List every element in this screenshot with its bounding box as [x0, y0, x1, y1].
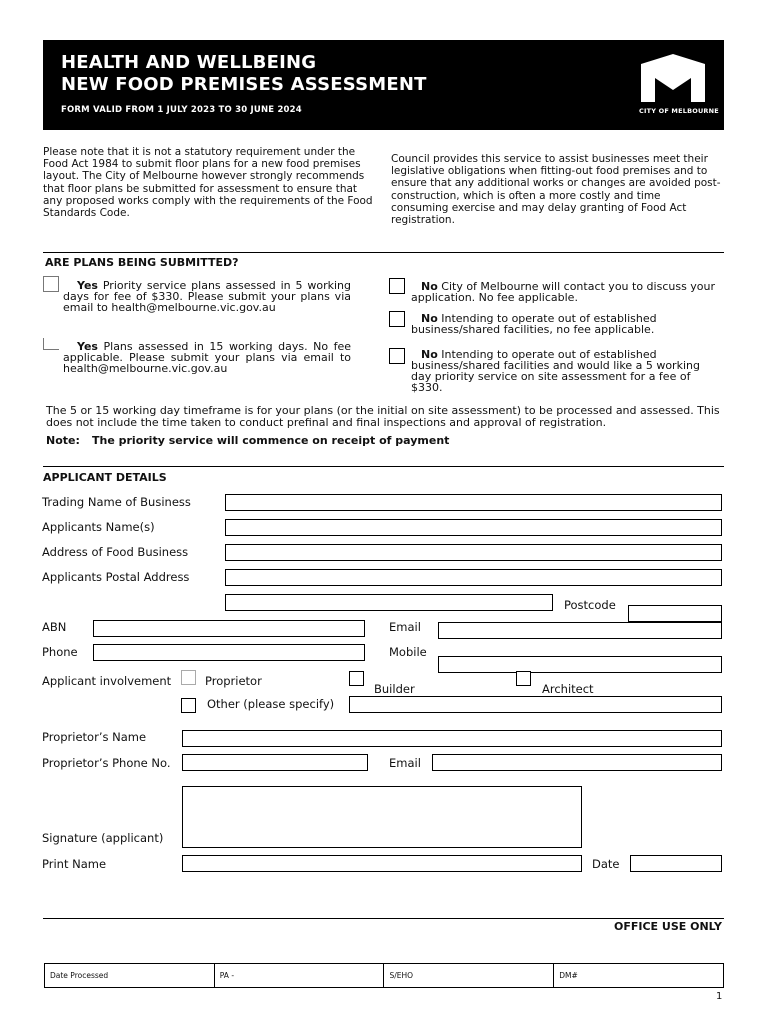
mobile-input[interactable]	[438, 656, 722, 673]
page-number: 1	[716, 991, 723, 1002]
divider	[43, 466, 724, 467]
yes-label: Yes	[77, 340, 98, 353]
table-row	[45, 964, 724, 988]
office-use-table	[44, 963, 724, 988]
postal-address-line2-input[interactable]	[225, 594, 553, 611]
proprietor-phone-input[interactable]	[182, 754, 368, 771]
email-input[interactable]	[438, 622, 722, 639]
yes-standard-text: Plans assessed in 15 working days. No fee applicable. Please submit your plans via email to health@melbourne.vic.gov.au	[63, 340, 351, 375]
proprietor-email-label: Email	[389, 756, 421, 770]
seho-cell: S/EHO	[384, 964, 554, 988]
title-line-2: NEW FOOD PREMISES ASSESSMENT	[61, 74, 427, 95]
signature-box[interactable]	[182, 786, 582, 848]
phone-label: Phone	[42, 645, 78, 659]
no-label: No	[421, 280, 438, 293]
no-label: No	[421, 348, 438, 361]
proprietor-name-label: Proprietor’s Name	[42, 730, 147, 744]
signature-label: Signature (applicant)	[42, 831, 164, 845]
address-label: Address of Food Business	[42, 545, 189, 559]
no-shared-checkbox[interactable]	[389, 311, 405, 327]
note-text: The priority service will commence on receipt of payment	[92, 434, 450, 447]
print-name-input[interactable]	[182, 855, 582, 872]
title-line-1: HEALTH AND WELLBEING	[61, 52, 317, 73]
postal-address-input[interactable]	[225, 569, 722, 586]
date-input[interactable]	[630, 855, 722, 872]
date-label: Date	[592, 857, 620, 871]
date-processed-cell: Date Processed	[45, 964, 215, 988]
intro-right: Council provides this service to assist businesses meet their legislative obligations when fitting-out food premises and to ensure that any additional works or changes are avoided post-construction, which is often a more costly and time consuming exercise and may delay granting of Food Act registration.	[391, 153, 721, 227]
postal-address-label: Applicants Postal Address	[42, 570, 190, 584]
no-shared-priority-checkbox[interactable]	[389, 348, 405, 364]
proprietor-email-input[interactable]	[432, 754, 722, 771]
postcode-input[interactable]	[628, 605, 722, 622]
applicant-heading: APPLICANT DETAILS	[43, 471, 167, 484]
note-label: Note:	[46, 434, 80, 447]
proprietor-label: Proprietor	[205, 674, 262, 688]
trading-name-input[interactable]	[225, 494, 722, 511]
proprietor-phone-label: Proprietor’s Phone No.	[42, 756, 171, 770]
mobile-label: Mobile	[389, 645, 427, 659]
address-input[interactable]	[225, 544, 722, 561]
phone-input[interactable]	[93, 644, 365, 661]
applicants-names-input[interactable]	[225, 519, 722, 536]
dm-cell: DM#	[554, 964, 724, 988]
no-contact-option	[411, 281, 721, 303]
abn-input[interactable]	[93, 620, 365, 637]
postcode-label: Postcode	[564, 598, 616, 612]
validity-text: FORM VALID FROM 1 JULY 2023 TO 30 JUNE 2024	[61, 105, 302, 115]
builder-label: Builder	[374, 682, 415, 696]
office-use-heading: OFFICE USE ONLY	[614, 920, 722, 933]
no-contact-text: City of Melbourne will contact you to discuss your application. No fee applicable.	[411, 280, 716, 304]
trading-name-label: Trading Name of Business	[42, 495, 191, 509]
pa-cell: PA -	[214, 964, 384, 988]
intro-left: Please note that it is not a statutory requirement under the Food Act 1984 to submit floor plans for a new food premises layout. The City of Melbourne however strongly recommends that floor plans be submitted for assessment to ensure that any proposed works comply with the requirements of the Food Standards Code.	[43, 146, 373, 220]
builder-checkbox[interactable]	[349, 671, 364, 686]
header-banner	[43, 40, 724, 130]
yes-label: Yes	[77, 279, 98, 292]
no-shared-text: Intending to operate out of established business/shared facilities, no fee applicable.	[411, 312, 657, 336]
yes-standard-option	[63, 341, 351, 374]
no-label: No	[421, 312, 438, 325]
email-label: Email	[389, 620, 421, 634]
no-contact-checkbox[interactable]	[389, 278, 405, 294]
architect-label: Architect	[542, 682, 594, 696]
applicants-names-label: Applicants Name(s)	[42, 520, 155, 534]
divider	[43, 918, 724, 919]
involvement-label: Applicant involvement	[42, 674, 172, 688]
plans-heading: ARE PLANS BEING SUBMITTED?	[45, 256, 239, 269]
other-checkbox[interactable]	[181, 698, 196, 713]
yes-priority-option	[63, 280, 351, 313]
proprietor-checkbox[interactable]	[181, 670, 196, 685]
logo-text: CITY OF MELBOURNE	[639, 107, 719, 115]
architect-checkbox[interactable]	[516, 671, 531, 686]
proprietor-name-input[interactable]	[182, 730, 722, 747]
print-name-label: Print Name	[42, 857, 107, 871]
timeframe-note: The 5 or 15 working day timeframe is for your plans (or the initial on site assessment) to be processed and assessed. This does not include the time taken to conduct prefinal and final inspections and approval of registration.	[46, 404, 720, 429]
yes-standard-checkbox[interactable]	[43, 338, 59, 350]
yes-priority-text: Priority service plans assessed in 5 working days for fee of $330. Please submit your plans via email to health@melbourne.vic.gov.au	[63, 279, 352, 314]
no-shared-priority-option	[411, 349, 721, 393]
yes-priority-checkbox[interactable]	[43, 276, 59, 292]
other-specify-input[interactable]	[349, 696, 722, 713]
other-label: Other (please specify)	[207, 697, 335, 711]
abn-label: ABN	[42, 620, 67, 634]
no-shared-priority-text: Intending to operate out of established business/shared facilities and would like a 5 working day priority service on site assessment for a fee of $330.	[411, 348, 700, 394]
divider	[43, 252, 724, 253]
no-shared-option	[411, 313, 721, 335]
